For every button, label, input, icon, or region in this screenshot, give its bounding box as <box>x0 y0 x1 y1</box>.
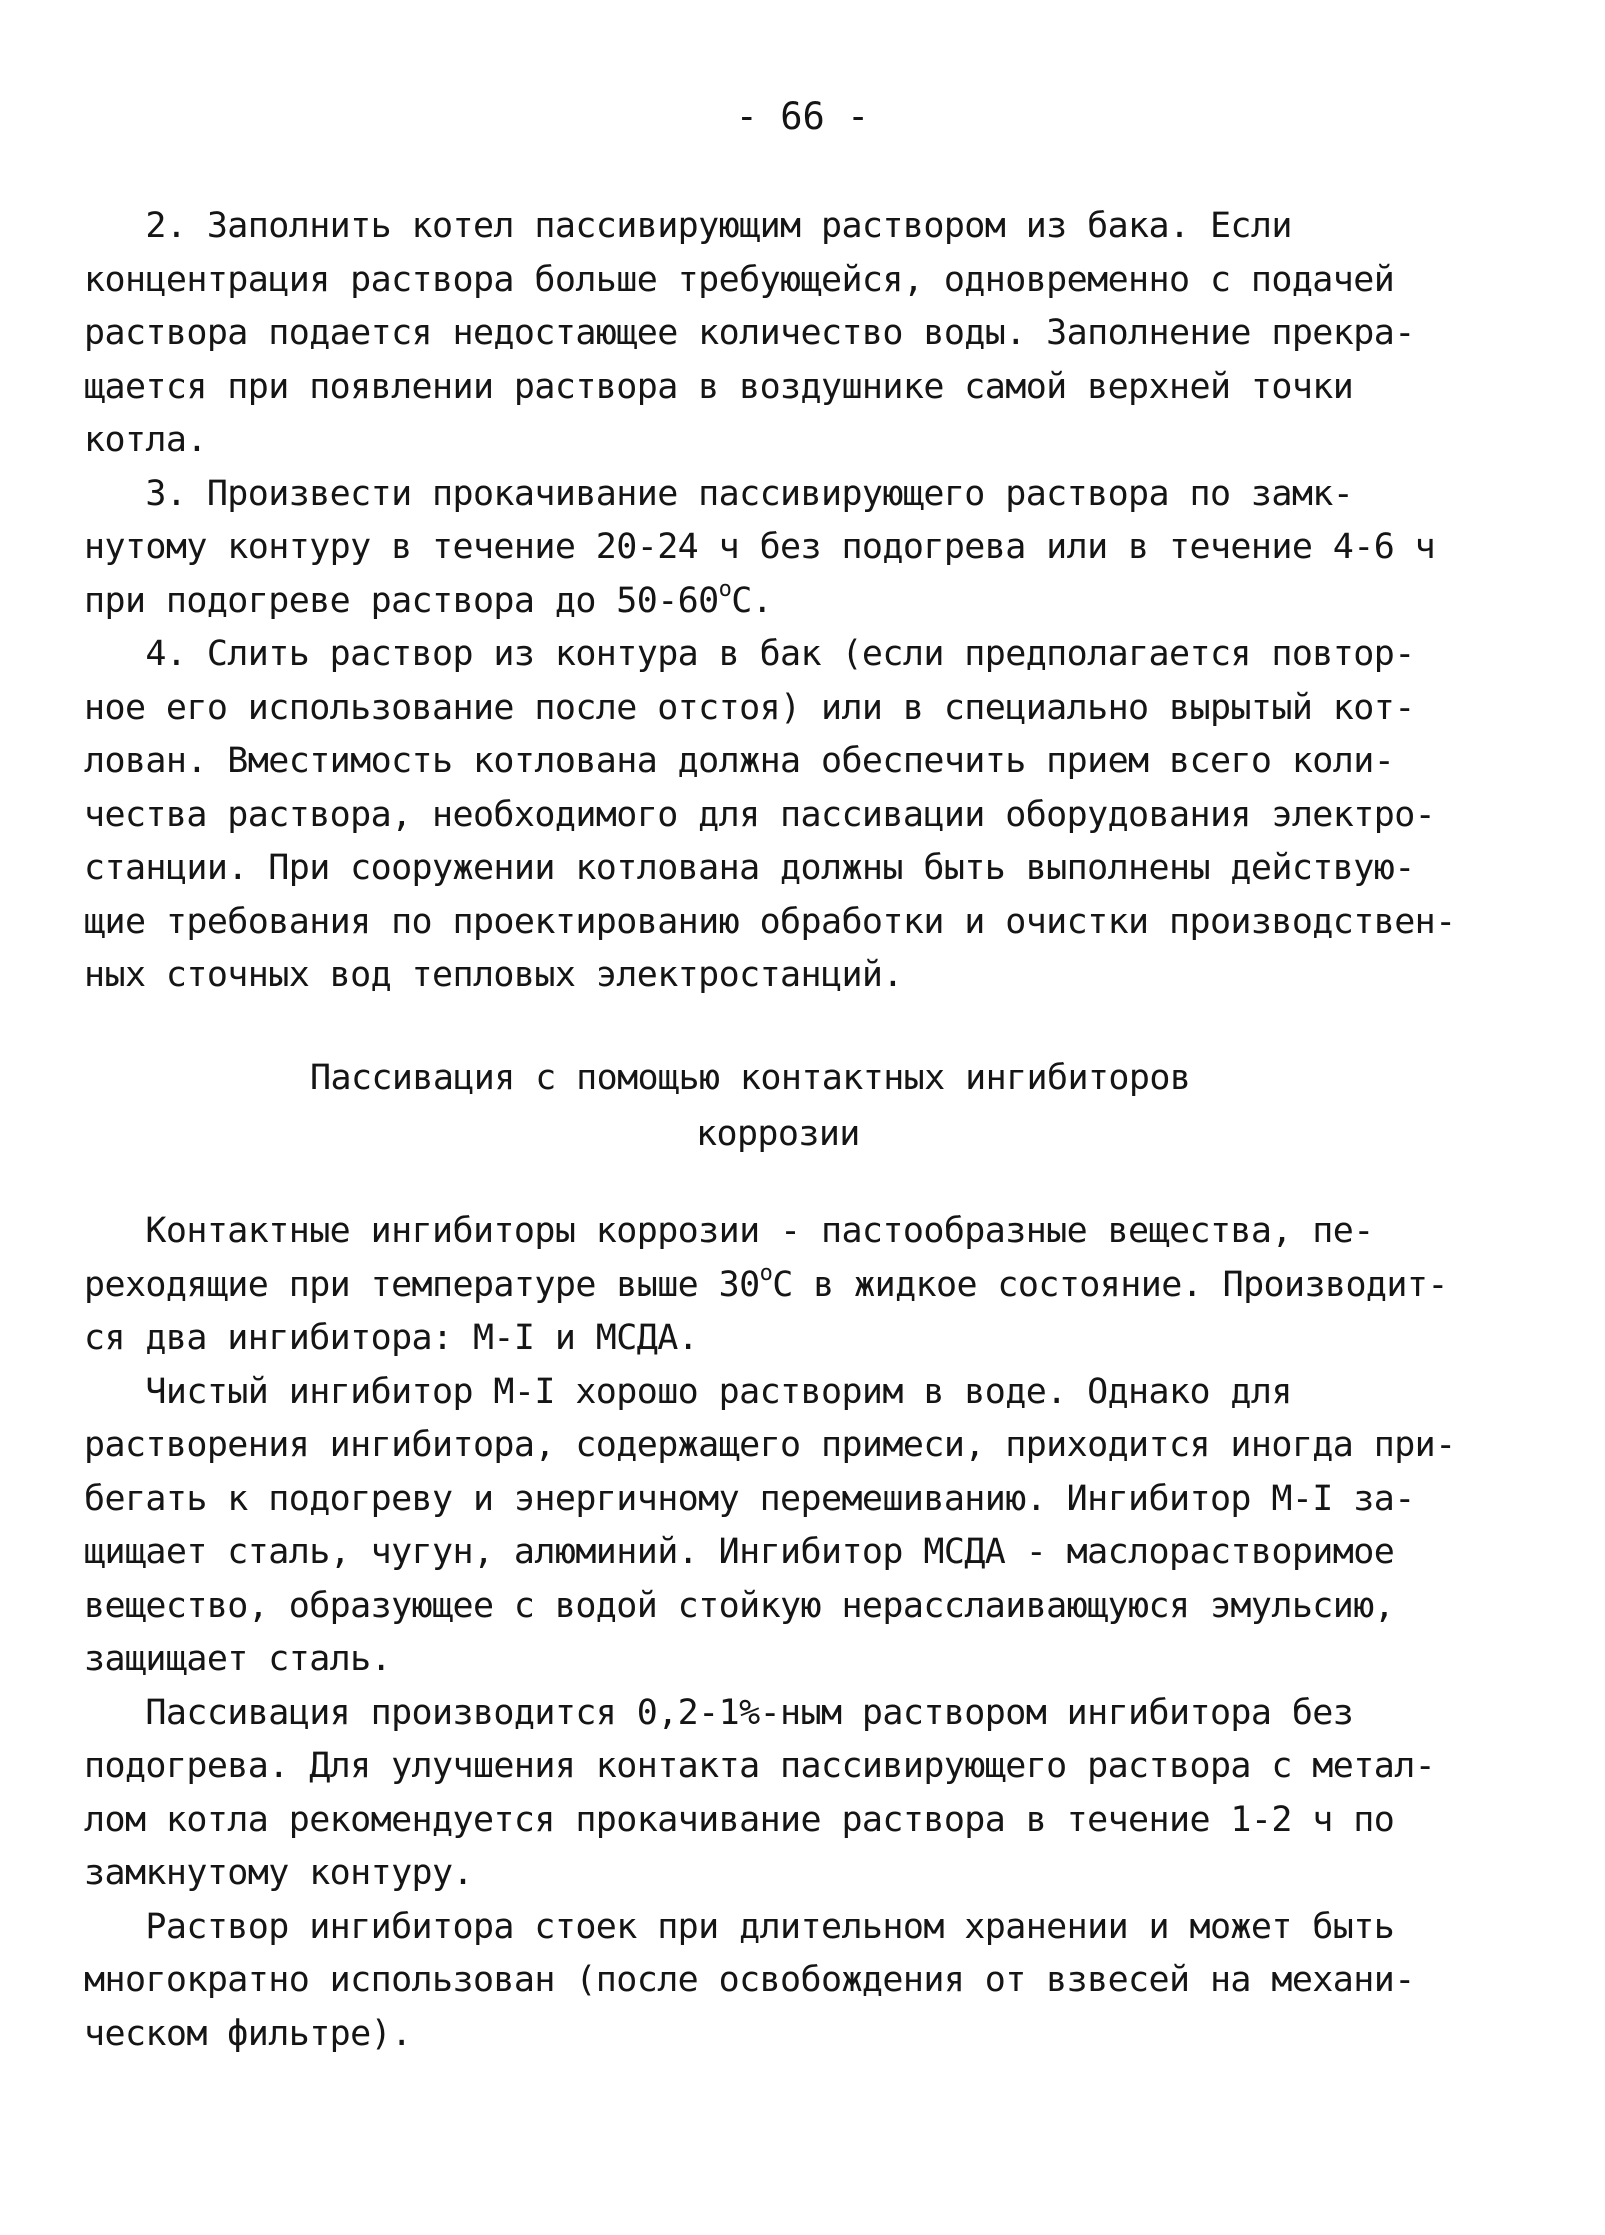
text-line: Контактные ингибиторы коррозии - пастообразные вещества, пе- <box>84 1211 1374 1251</box>
text-line-with-temperature <box>84 1259 1524 1313</box>
text-line: щается при появлении раствора в воздушнике самой верхней точки <box>84 366 1354 407</box>
text-line: ся два ингибитора: М-I и МСДА. <box>84 1318 699 1358</box>
text-line: щищает сталь, чугун, алюминий. Ингибитор МСДА - маслорастворимое <box>84 1532 1395 1572</box>
text-line: многократно использован (после освобождения от взвесей на механи- <box>84 1960 1415 2000</box>
text-line: подогрева. Для улучшения контакта пассивирующего раствора с метал- <box>84 1746 1436 1786</box>
text-fragment: С в жидкое состояние. Производит- <box>772 1264 1448 1305</box>
text-line: бегать к подогреву и энергичному перемешиванию. Ингибитор М-I за- <box>84 1478 1415 1519</box>
text-line: Раствор ингибитора стоек при длительном хранении и может быть <box>84 1906 1395 1947</box>
text-line: ных сточных вод тепловых электростанций. <box>84 955 903 995</box>
text-line: защищает сталь. <box>84 1639 392 1679</box>
text-line: концентрация раствора больше требующейся, одновременно с подачей <box>84 259 1395 300</box>
text-line: Пассивация производится 0,2-1%-ным раствором ингибитора без <box>84 1692 1354 1733</box>
degree-mark: o <box>718 576 732 602</box>
text-line: растворения ингибитора, содержащего примеси, приходится иногда при- <box>84 1425 1456 1465</box>
text-line: Чистый ингибитор М-I хорошо растворим в воде. Однако для <box>84 1371 1292 1412</box>
section-heading <box>84 1050 1524 1162</box>
section-heading-line: коррозии <box>696 1114 860 1154</box>
text-line: лом котла рекомендуется прокачивание раствора в течение 1-2 ч по <box>84 1799 1395 1840</box>
section-heading-line: Пассивация с помощью контактных ингибиторов <box>310 1058 1191 1098</box>
text-line: чества раствора, необходимого для пассивации оборудования электро- <box>84 794 1436 835</box>
text-line: 3. Произвести прокачивание пассивирующего раствора по замк- <box>84 473 1354 514</box>
text-line: ческом фильтре). <box>84 2013 412 2054</box>
text-line: вещество, образующее с водой стойкую нерасслаивающуюся эмульсию, <box>84 1585 1395 1626</box>
text-line: раствора подается недостающее количество воды. Заполнение прекра- <box>84 313 1415 353</box>
text-fragment: при подогреве раствора до 50-60 <box>84 580 719 621</box>
procedure-steps <box>84 200 1524 1003</box>
text-line: котла. <box>84 420 207 460</box>
text-line-with-temperature <box>84 575 1524 629</box>
text-line: ное его использование после отстоя) или в специально вырытый кот- <box>84 687 1415 728</box>
text-line: 4. Слить раствор из контура в бак (если предполагается повтор- <box>84 634 1415 674</box>
page-number: - 66 - <box>735 95 870 138</box>
text-fragment: С. <box>731 580 773 621</box>
text-line: щие требования по проектированию обработки и очистки производствен- <box>84 901 1456 942</box>
text-line: лован. Вместимость котлована должна обеспечить прием всего коли- <box>84 741 1395 781</box>
text-line: замкнутому контуру. <box>84 1853 473 1893</box>
text-line: станции. При сооружении котлована должны быть выполнены действую- <box>84 848 1415 888</box>
section-body <box>84 1205 1524 2061</box>
text-line: нутому контуру в течение 20-24 ч без подогрева или в течение 4-6 ч <box>84 527 1436 567</box>
degree-mark: o <box>759 1260 773 1286</box>
text-fragment: реходящие при температуре выше 30 <box>84 1264 760 1305</box>
text-line: 2. Заполнить котел пассивирующим раствором из бака. Если <box>84 206 1292 246</box>
